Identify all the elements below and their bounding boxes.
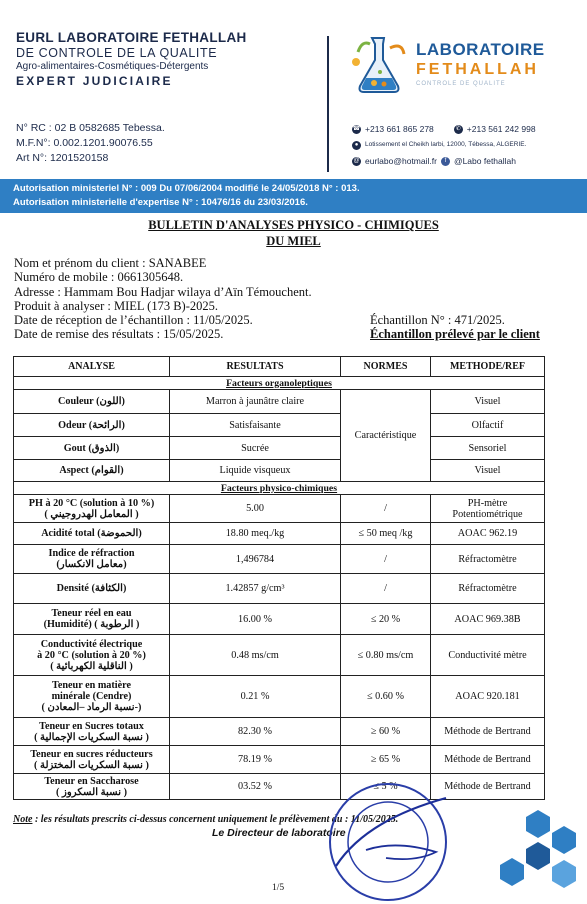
method-cell: Méthode de Bertrand: [431, 774, 545, 800]
table-row: [14, 746, 545, 774]
brand-line2: FETHALLAH: [416, 61, 539, 78]
header-analyse: ANALYSE: [14, 357, 170, 377]
analyse-line-ar: (معامل الانكسار): [56, 559, 127, 570]
note-label: Note: [13, 814, 33, 825]
reception-date: Date de réception de l’échantillon : 11/05/2025.: [14, 313, 253, 328]
analyse-cell: Densité (الكثافة): [14, 574, 170, 604]
facebook-icon: f: [441, 157, 450, 166]
table-row: [14, 390, 545, 414]
analyse-line: Conductivité électrique: [40, 638, 143, 650]
lab-logo-icon: [350, 34, 410, 96]
norm-cell: ≤ 5 %: [341, 774, 431, 800]
delivery-date: Date de remise des résultats : 15/05/2025.: [14, 327, 224, 342]
method-cell: Conductivité mètre: [431, 635, 545, 676]
result-cell: 16.00 %: [170, 604, 341, 635]
table-row: [14, 523, 545, 545]
sample-number: Échantillon N° : 471/2025.: [370, 313, 505, 328]
analyse-cell: [14, 676, 170, 718]
phone-1: +213 661 865 278: [365, 124, 434, 134]
analyse-cell: Odeur (الرائحة): [14, 414, 170, 437]
analyse-line-ar: ( المعامل الهدروجيني ): [44, 508, 139, 520]
method-cell: Méthode de Bertrand: [431, 718, 545, 746]
registration-ids: [16, 121, 165, 166]
result-cell: Satisfaisante: [170, 414, 341, 437]
phone-row: [352, 121, 536, 137]
table-row: [14, 718, 545, 746]
method-cell: Sensoriel: [431, 437, 545, 460]
analyse-cell: [14, 545, 170, 574]
norm-cell: ≤ 0.80 ms/cm: [341, 635, 431, 676]
analyse-line: Teneur en sucres réducteurs: [30, 748, 153, 760]
result-cell: Sucrée: [170, 437, 341, 460]
analyse-cell: [14, 746, 170, 774]
lab-subtitle: DE CONTROLE DE LA QUALITE: [16, 46, 218, 60]
table-row: [14, 676, 545, 718]
analyse-cell: [14, 635, 170, 676]
analyse-line-ar: ( نسبة السكريات الإجمالية ): [34, 731, 149, 743]
note-text: : les résultats prescrits ci-dessus concernent uniquement le prélèvement du : 11/05/2025.: [32, 814, 399, 825]
table-row: [14, 460, 545, 482]
analyse-line: Teneur en Sucres totaux: [39, 720, 144, 732]
analyse-line-ar: ( نسبة السكروز ): [55, 786, 128, 798]
analyse-cell: Couleur (اللون): [14, 390, 170, 414]
norm-cell: ≤ 20 %: [341, 604, 431, 635]
section-physico: Facteurs physico-chimiques: [14, 482, 545, 495]
method-cell: Visuel: [431, 460, 545, 482]
method-cell: [431, 495, 545, 523]
result-cell: 5.00: [170, 495, 341, 523]
method-cell: Réfractomètre: [431, 574, 545, 604]
norm-cell: Caractéristique: [341, 390, 431, 482]
expert-title: EXPERT JUDICIAIRE: [16, 74, 173, 88]
result-cell: 1.42857 g/cm³: [170, 574, 341, 604]
result-cell: Marron à jaunâtre claire: [170, 390, 341, 414]
table-header-row: [14, 357, 545, 377]
authorization-banner: [0, 179, 587, 213]
analyse-cell: [14, 495, 170, 523]
delivery-row: [14, 327, 574, 341]
reception-row: [14, 313, 574, 327]
result-cell: 82.30 %: [170, 718, 341, 746]
table-row: [14, 414, 545, 437]
analyse-cell: [14, 718, 170, 746]
result-cell: Liquide visqueux: [170, 460, 341, 482]
art-number: Art N°: 1201520158: [16, 152, 109, 164]
analyse-line: minérale (Cendre): [51, 691, 132, 702]
contact-block: [352, 121, 536, 169]
table-row: [14, 495, 545, 523]
norm-cell: /: [341, 545, 431, 574]
analyse-cell: Acidité total (الحموضة): [14, 523, 170, 545]
norm-cell: ≥ 60 %: [341, 718, 431, 746]
method-cell: AOAC 920.181: [431, 676, 545, 718]
phone-2: +213 561 242 998: [466, 124, 536, 134]
method-cell: Méthode de Bertrand: [431, 746, 545, 774]
whatsapp-icon: ✆: [455, 125, 461, 132]
norm-cell: /: [341, 574, 431, 604]
brand-name: [416, 40, 545, 88]
product-analyzed: Produit à analyser : MIEL (173 B)-2025.: [14, 298, 219, 313]
client-info: [14, 256, 574, 342]
section-row: [14, 482, 545, 495]
lab-email: eurlabo@hotmail.fr: [365, 156, 437, 166]
sampled-by: Échantillon prélevé par le client: [370, 327, 540, 342]
method-line: Potentiométrique: [452, 508, 523, 520]
analyse-line-ar: ( الناقلية الكهربائية ): [50, 660, 133, 672]
mf-number: M.F.N°: 0.002.1201.90076.55: [16, 137, 153, 149]
section-organoleptic: Facteurs organoleptiques: [14, 377, 545, 390]
lab-identity: [16, 30, 316, 88]
analyse-cell: [14, 604, 170, 635]
page-number: 1/5: [272, 883, 285, 893]
document-title: BULLETIN D'ANALYSES PHYSICO - CHIMIQUES: [148, 218, 439, 232]
table-row: [14, 437, 545, 460]
method-cell: AOAC 962.19: [431, 523, 545, 545]
document-subtitle: DU MIEL: [266, 234, 321, 248]
email-row: [352, 153, 536, 169]
location-pin-icon: ●: [352, 141, 361, 150]
analyse-line: Indice de réfraction: [48, 548, 135, 559]
method-cell: Visuel: [431, 390, 545, 414]
analyse-line: Teneur réel en eau: [51, 608, 132, 619]
client-mobile: Numéro de mobile : 0661305648.: [14, 270, 184, 285]
analyse-cell: Gout (الذوق): [14, 437, 170, 460]
result-cell: 1,496784: [170, 545, 341, 574]
section-row: [14, 377, 545, 390]
method-cell: AOAC 969.38B: [431, 604, 545, 635]
norm-cell: ≤ 0.60 %: [341, 676, 431, 718]
brand-tagline: CONTROLE DE QUALITE: [416, 81, 506, 87]
analyse-line-ar: (Humidité) ( الرطوبة ): [43, 619, 140, 630]
analyse-line: Teneur en Saccharose: [44, 775, 139, 787]
analyse-cell: Aspect (القوام): [14, 460, 170, 482]
analyse-line-ar: ( نسبة الرماد –المعادن-): [41, 702, 142, 713]
result-cell: 03.52 %: [170, 774, 341, 800]
rc-number: N° RC : 02 B 0582685 Tebessa.: [16, 122, 165, 134]
analyse-cell: [14, 774, 170, 800]
table-row: [14, 574, 545, 604]
norm-cell: /: [341, 495, 431, 523]
client-name: Nom et prénom du client : SANABEE: [14, 256, 207, 270]
table-row: [14, 604, 545, 635]
header-resultats: RESULTATS: [170, 357, 341, 377]
result-cell: 0.21 %: [170, 676, 341, 718]
method-line: PH-mètre: [467, 497, 508, 509]
header-methode: METHODE/REF: [431, 357, 545, 377]
analyse-line: à 20 °C (solution à 20 %): [37, 649, 146, 661]
result-cell: 0.48 ms/cm: [170, 635, 341, 676]
address-row: [352, 137, 536, 153]
authorization-2: Autorisation ministerielle d'expertise N° : 10476/16 du 23/03/2016.: [13, 197, 308, 208]
norm-cell: ≥ 65 %: [341, 746, 431, 774]
email-icon: @: [353, 157, 360, 164]
table-row: [14, 774, 545, 800]
result-cell: 18.80 meq./kg: [170, 523, 341, 545]
lab-facebook: @Labo fethallah: [453, 156, 516, 166]
official-stamp-icon: [326, 780, 450, 904]
lab-address: Lotissement el Cheikh larbi, 12000, Tébessa, ALGERIE.: [365, 141, 527, 148]
table-row: [14, 545, 545, 574]
brand-line1: LABORATOIRE: [416, 40, 545, 59]
client-address: Adresse : Hammam Bou Hadjar wilaya d’Aïn Témouchent.: [14, 284, 312, 299]
results-table: [13, 356, 545, 800]
norm-cell: ≤ 50 meq /kg: [341, 523, 431, 545]
result-cell: 78.19 %: [170, 746, 341, 774]
director-signature-label: Le Directeur de laboratoire: [212, 827, 346, 839]
method-cell: Olfactif: [431, 414, 545, 437]
analyse-line: PH à 20 °C (solution à 10 %): [28, 497, 155, 509]
phone-icon: ☎: [352, 125, 361, 132]
lab-name: EURL LABORATOIRE FETHALLAH: [16, 30, 247, 45]
authorization-1: Autorisation ministeriel N° : 009 Du 07/06/2004 modifié le 24/05/2018 N° : 013.: [13, 183, 360, 194]
analyse-line-ar: ( نسبة السكريات المختزلة ): [34, 759, 149, 771]
header-normes: NORMES: [341, 357, 431, 377]
lab-domains: Agro-alimentaires-Cosmétiques-Détergents: [16, 61, 209, 72]
table-row: [14, 635, 545, 676]
method-cell: Réfractomètre: [431, 545, 545, 574]
hexagon-decoration-icon: [500, 808, 580, 888]
header-divider: [327, 36, 329, 172]
analyse-line: Teneur en matière: [51, 680, 132, 691]
